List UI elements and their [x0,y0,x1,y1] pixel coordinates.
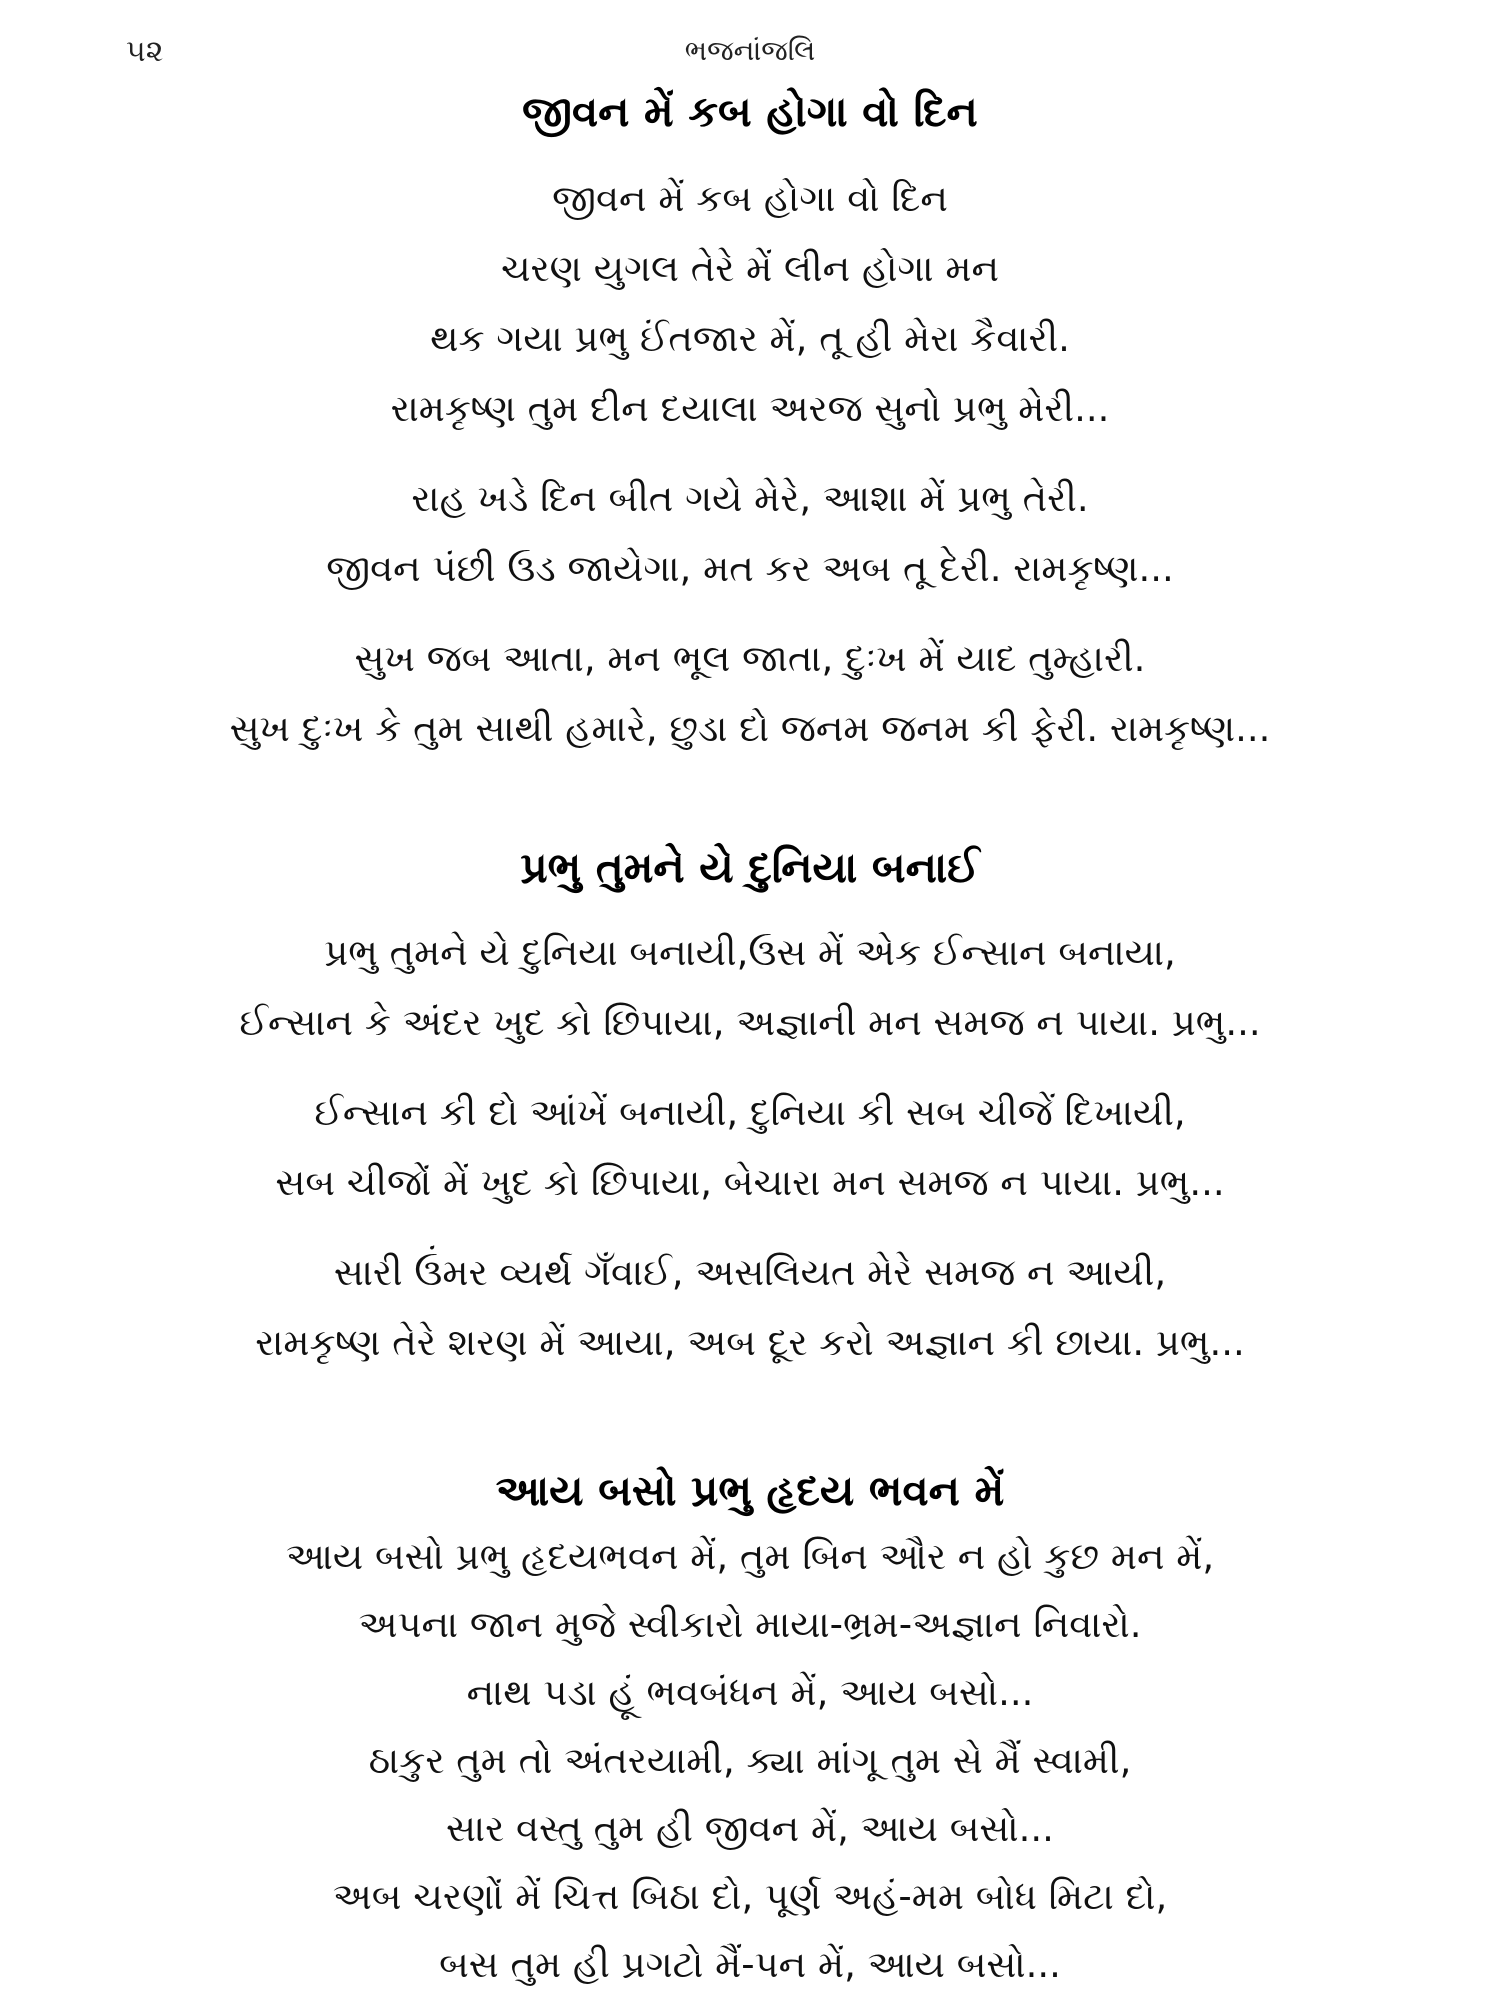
verse-line: બસ તુમ હી પ્રગટો મૈં-પન મેં, આય બસો... [439,1943,1061,1986]
page-header [0,34,1500,74]
verse-line: ઠાકુર તુમ તો અંતરયામી, ક્યા માંગૂ તુમ સે મૈં સ્વામી, [368,1739,1132,1782]
stanza [0,164,1500,444]
page-number: ૫૨ [126,34,164,69]
bhajan-title: જીવન મેં કબ હોગા વો દિન [522,87,978,136]
verse-line: સાર વસ્તુ તુમ હી જીવન મેં, આય બસો... [446,1807,1054,1850]
bhajan-3 [0,1463,1500,1999]
verse-line: રામકૃષ્ણ તુમ દીન દયાલા અરજ સુનો પ્રભુ મેરી... [390,387,1110,430]
verse-line: પ્રભુ તુમને યે દુનિયા બનાયી,ઉસ મેં એક ઈન્સાન બનાયા, [324,931,1176,974]
stanza [0,918,1500,1058]
verse-line: ઈન્સાન કી દો આંખેં બનાયી, દુનિયા કી સબ ચીજેં દિખાયી, [314,1091,1186,1134]
verse-line: રામકૃષ્ણ તેરે શરણ મેં આયા, અબ દૂર કરો અજ્ઞાન કી છાયા. પ્રભુ... [255,1321,1245,1364]
running-title: ભજનાંજલિ [684,34,816,67]
verse-line: આય બસો પ્રભુ હૃદયભવન મેં, તુમ બિન ઔર ન હો કુછ મન મેં, [285,1535,1215,1578]
verse-line: સબ ચીજોં મેં ખુદ કો છિપાયા, બેચારા મન સમજ ન પાયા. પ્રભુ... [275,1161,1225,1204]
stanza [0,1523,1500,1999]
verse-line: ચરણ યુગલ તેરે મેં લીન હોગા મન [500,247,1000,290]
verse-line: સારી ઉંમર વ્યર્થ ગઁવાઈ, અસલિયત મેરે સમજ ન આયી, [333,1251,1167,1294]
verse-line: થક ગયા પ્રભુ ઈંતજાર મેં, તૂ હી મેરા કૈવારી. [430,317,1070,360]
stanza [0,464,1500,604]
bhajan-2 [0,840,1500,1378]
stanza [0,624,1500,764]
verse-line: સુખ જબ આતા, મન ભૂલ જાતા, દુઃખ મેં યાદ તુમ્હારી. [354,637,1146,680]
bhajan-title: આય બસો પ્રભુ હૃદય ભવન મેં [495,1466,1005,1515]
verse-line: અપના જાન મુજે સ્વીકારો માયા-ભ્રમ-અજ્ઞાન નિવારો. [358,1603,1142,1646]
verse-line: અબ ચરણોં મેં ચિત્ત બિઠા દો, પૂર્ણ અહં-મમ બોધ મિટા દો, [332,1875,1168,1918]
verse-line: રાહ ખડે દિન બીત ગયે મેરે, આશા મેં પ્રભુ તેરી. [411,477,1089,520]
stanza [0,1078,1500,1218]
verse-line: ઈન્સાન કે અંદર ખુદ કો છિપાયા, અજ્ઞાની મન સમજ ન પાયા. પ્રભુ... [239,1001,1261,1044]
bhajan-1 [0,84,1500,764]
verse-line: નાથ પડા હૂં ભવબંધન મેં, આય બસો... [466,1671,1034,1714]
bhajan-title: પ્રભુ તુમને યે દુનિયા બનાઈ [520,843,980,892]
stanza [0,1238,1500,1378]
verse-line: જીવન પંછી ઉડ જાયેગા, મત કર અબ તૂ દેરી. રામકૃષ્ણ... [326,547,1174,590]
verse-line: સુખ દુઃખ કે તુમ સાથી હમારે, છુડા દો જનમ જનમ કી ફેરી. રામકૃષ્ણ... [229,707,1271,750]
verse-line: જીવન મેં કબ હોગા વો દિન [552,177,948,220]
